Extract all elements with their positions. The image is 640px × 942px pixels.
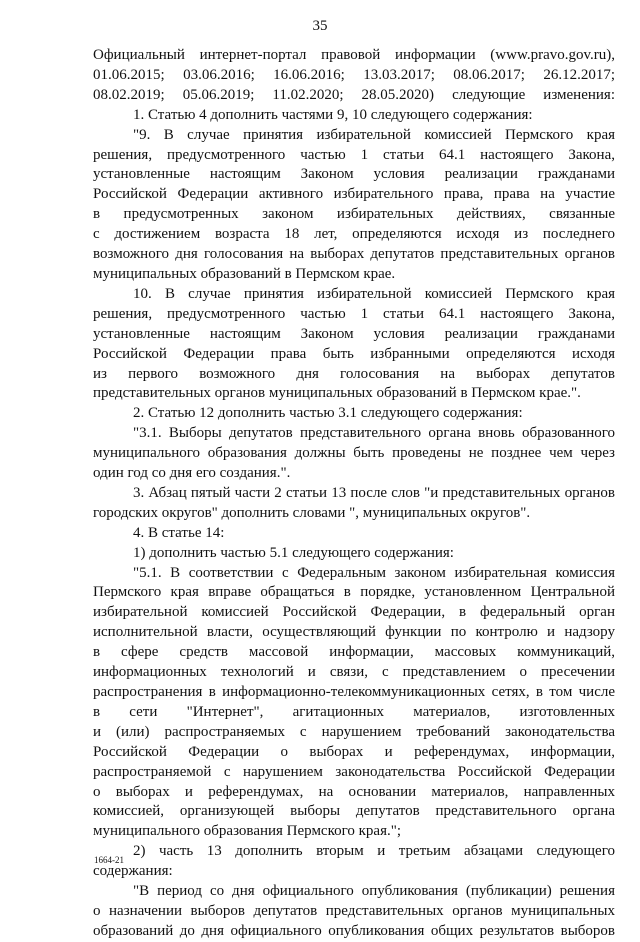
- text-line: один год со дня его создания.".: [93, 465, 291, 482]
- text-line: возможного дня голосования на выборах депутатов представительных органов: [93, 246, 615, 263]
- body-text: [93, 46, 615, 942]
- text-line: о назначении выборов депутатов представительных органов муниципальных: [93, 902, 615, 919]
- text-line: содержания:: [93, 863, 173, 880]
- text-line: 01.06.2015; 03.06.2016; 16.06.2016; 13.03.2017; 08.06.2017; 26.12.2017;: [93, 66, 615, 83]
- text-line: исполнительной власти, осуществляющий функции по контролю и надзору: [93, 624, 615, 641]
- text-line: информационных технологий и связи, с представлением о пресечении: [93, 664, 615, 681]
- text-line: представительных органов муниципальных образований в Пермском крае.".: [93, 385, 581, 402]
- text-line: муниципальных образований в Пермском крае.: [93, 265, 396, 282]
- text-line: 10. В случае принятия избирательной комиссией Пермского края: [133, 285, 615, 302]
- text-line: комиссией, организующей выборы депутатов представительного органа: [93, 803, 615, 820]
- text-line: установленные настоящим Законом условия реализации гражданами: [93, 325, 615, 342]
- text-line: 1) дополнить частью 5.1 следующего содержания:: [133, 544, 454, 561]
- text-line: решения, предусмотренного частью 1 статьи 64.1 настоящего Закона,: [93, 146, 615, 163]
- text-line: образований до дня официального опубликования общих результатов выборов: [93, 922, 615, 939]
- page-number: 35: [312, 18, 328, 34]
- text-line: и (или) распространяемых с нарушением требований законодательства: [93, 723, 615, 740]
- text-line: 08.02.2019; 05.06.2019; 11.02.2020; 28.05.2020) следующие изменения:: [93, 86, 615, 103]
- text-line: решения, предусмотренного частью 1 статьи 64.1 настоящего Закона,: [93, 305, 615, 322]
- text-line: с достижением возраста 18 лет, определяются исходя из последнего: [93, 226, 615, 243]
- text-line: распространения в информационно-телекоммуникационных сетях, в том числе: [93, 684, 615, 700]
- text-line: городских округов" дополнить словами ", муниципальных округов".: [93, 504, 531, 521]
- text-line: 3. Абзац пятый части 2 статьи 13 после слов "и представительных органов: [133, 484, 615, 501]
- text-line: 4. В статье 14:: [133, 524, 225, 541]
- text-line: 2. Статью 12 дополнить частью 3.1 следующего содержания:: [133, 405, 523, 422]
- text-line: Официальный интернет-портал правовой информации (www.pravo.gov.ru),: [93, 47, 615, 63]
- text-line: "3.1. Выборы депутатов представительного органа вновь образованного: [133, 425, 615, 442]
- text-line: в предусмотренных законом избирательных действиях, связанные: [93, 206, 615, 223]
- text-line: Российской Федерации права быть избранными определяются исходя: [93, 345, 615, 362]
- text-line: "9. В случае принятия избирательной комиссией Пермского края: [133, 126, 615, 143]
- text-line: Пермского края вправе обращаться в порядке, установленном Центральной: [93, 584, 615, 601]
- document-code: 1664-21: [94, 855, 124, 865]
- text-line: муниципального образования Пермского края.";: [93, 823, 402, 840]
- text-line: распространяемой с нарушением законодательства Российской Федерации: [93, 763, 615, 780]
- text-line: 1. Статью 4 дополнить частями 9, 10 следующего содержания:: [133, 106, 533, 123]
- text-line: в сфере средств массовой информации, массовых коммуникаций,: [93, 644, 615, 661]
- text-line: "В период со дня официального опубликования (публикации) решения: [133, 883, 615, 900]
- text-line: избирательной комиссией Российской Федерации, в федеральный орган: [93, 604, 615, 621]
- text-line: в сети "Интернет", агитационных материалов, изготовленных: [93, 703, 615, 720]
- text-line: о выборах и референдумах, на основании материалов, направленных: [93, 783, 615, 800]
- text-line: муниципального образования должны быть проведены не позднее чем через: [93, 445, 615, 462]
- text-line: Российской Федерации активного избирательного права, права на участие: [93, 186, 615, 203]
- text-line: из первого возможного дня голосования на выборах депутатов: [93, 365, 615, 382]
- text-line: Российской Федерации о выборах и референдумах, информации,: [93, 743, 615, 760]
- text-line: "5.1. В соответствии с Федеральным законом избирательная комиссия: [133, 564, 615, 581]
- text-line: установленные настоящим Законом условия реализации гражданами: [93, 166, 615, 183]
- text-line: 2) часть 13 дополнить вторым и третьим абзацами следующего: [133, 843, 615, 860]
